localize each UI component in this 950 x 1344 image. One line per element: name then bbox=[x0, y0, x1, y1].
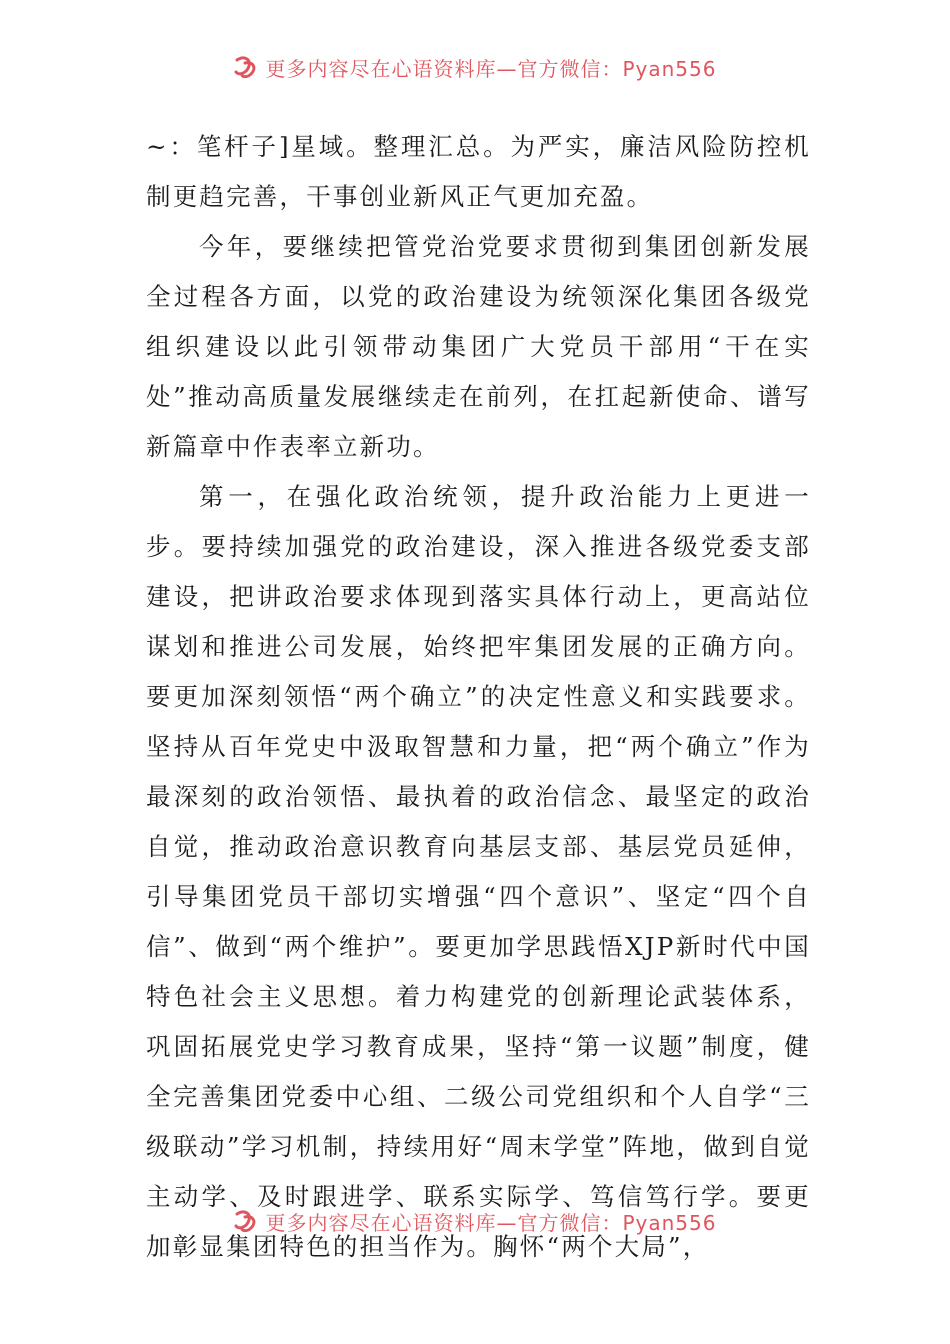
paragraph-first-point: 第一，在强化政治统领，提升政治能力上更进一步。要持续加强党的政治建设，深入推进各级党委支部建设，把讲政治要求体现到落实具体行动上，更高站位谋划和推进公司发展，始终把牢集团发展的正确方向。要更加深刻领悟“两个确立”的决定性意义和实践要求。坚持从百年党史中汲取智慧和力量，把“两个确立”作为最深刻的政治领悟、最执着的政治信念、最坚定的政治自觉，推动政治意识教育向基层支部、基层党员延伸，引导集团党员干部切实增强“四个意识”、坚定“四个自信”、做到“两个维护”。要更加学思践悟XJP新时代中国特色社会主义思想。着力构建党的创新理论武装体系，巩固拓展党史学习教育成果，坚持“第一议题”制度，健全完善集团党委中心组、二级公司党组织和个人自学“三级联动”学习机制，持续用好“周末学堂”阵地，做到自觉主动学、及时跟进学、联系实际学、笃信笃行学。要更加彰显集团特色的担当作为。胸怀“两个大局”， bbox=[146, 482, 811, 1261]
footer-watermark bbox=[0, 1204, 950, 1238]
watermark-text: 更多内容尽在心语资料库—官方微信：Pyan556 bbox=[265, 56, 717, 81]
brand-logo-icon bbox=[233, 54, 259, 80]
paragraph-continuation: ~：笔杆子]星域。整理汇总。为严实，廉洁风险防控机制更趋完善，干事创业新风正气更加充盈。 bbox=[146, 132, 811, 211]
brand-logo-icon bbox=[233, 1208, 259, 1234]
paragraph-this-year: 今年，要继续把管党治党要求贯彻到集团创新发展全过程各方面，以党的政治建设为统领深化集团各级党组织建设以此引领带动集团广大党员干部用“干在实处”推动高质量发展继续走在前列，在扛起新使命、谱写新篇章中作表率立新功。 bbox=[146, 232, 811, 461]
watermark-text: 更多内容尽在心语资料库—官方微信：Pyan556 bbox=[265, 1210, 717, 1235]
header-watermark bbox=[0, 50, 950, 84]
document-body bbox=[146, 122, 811, 1272]
